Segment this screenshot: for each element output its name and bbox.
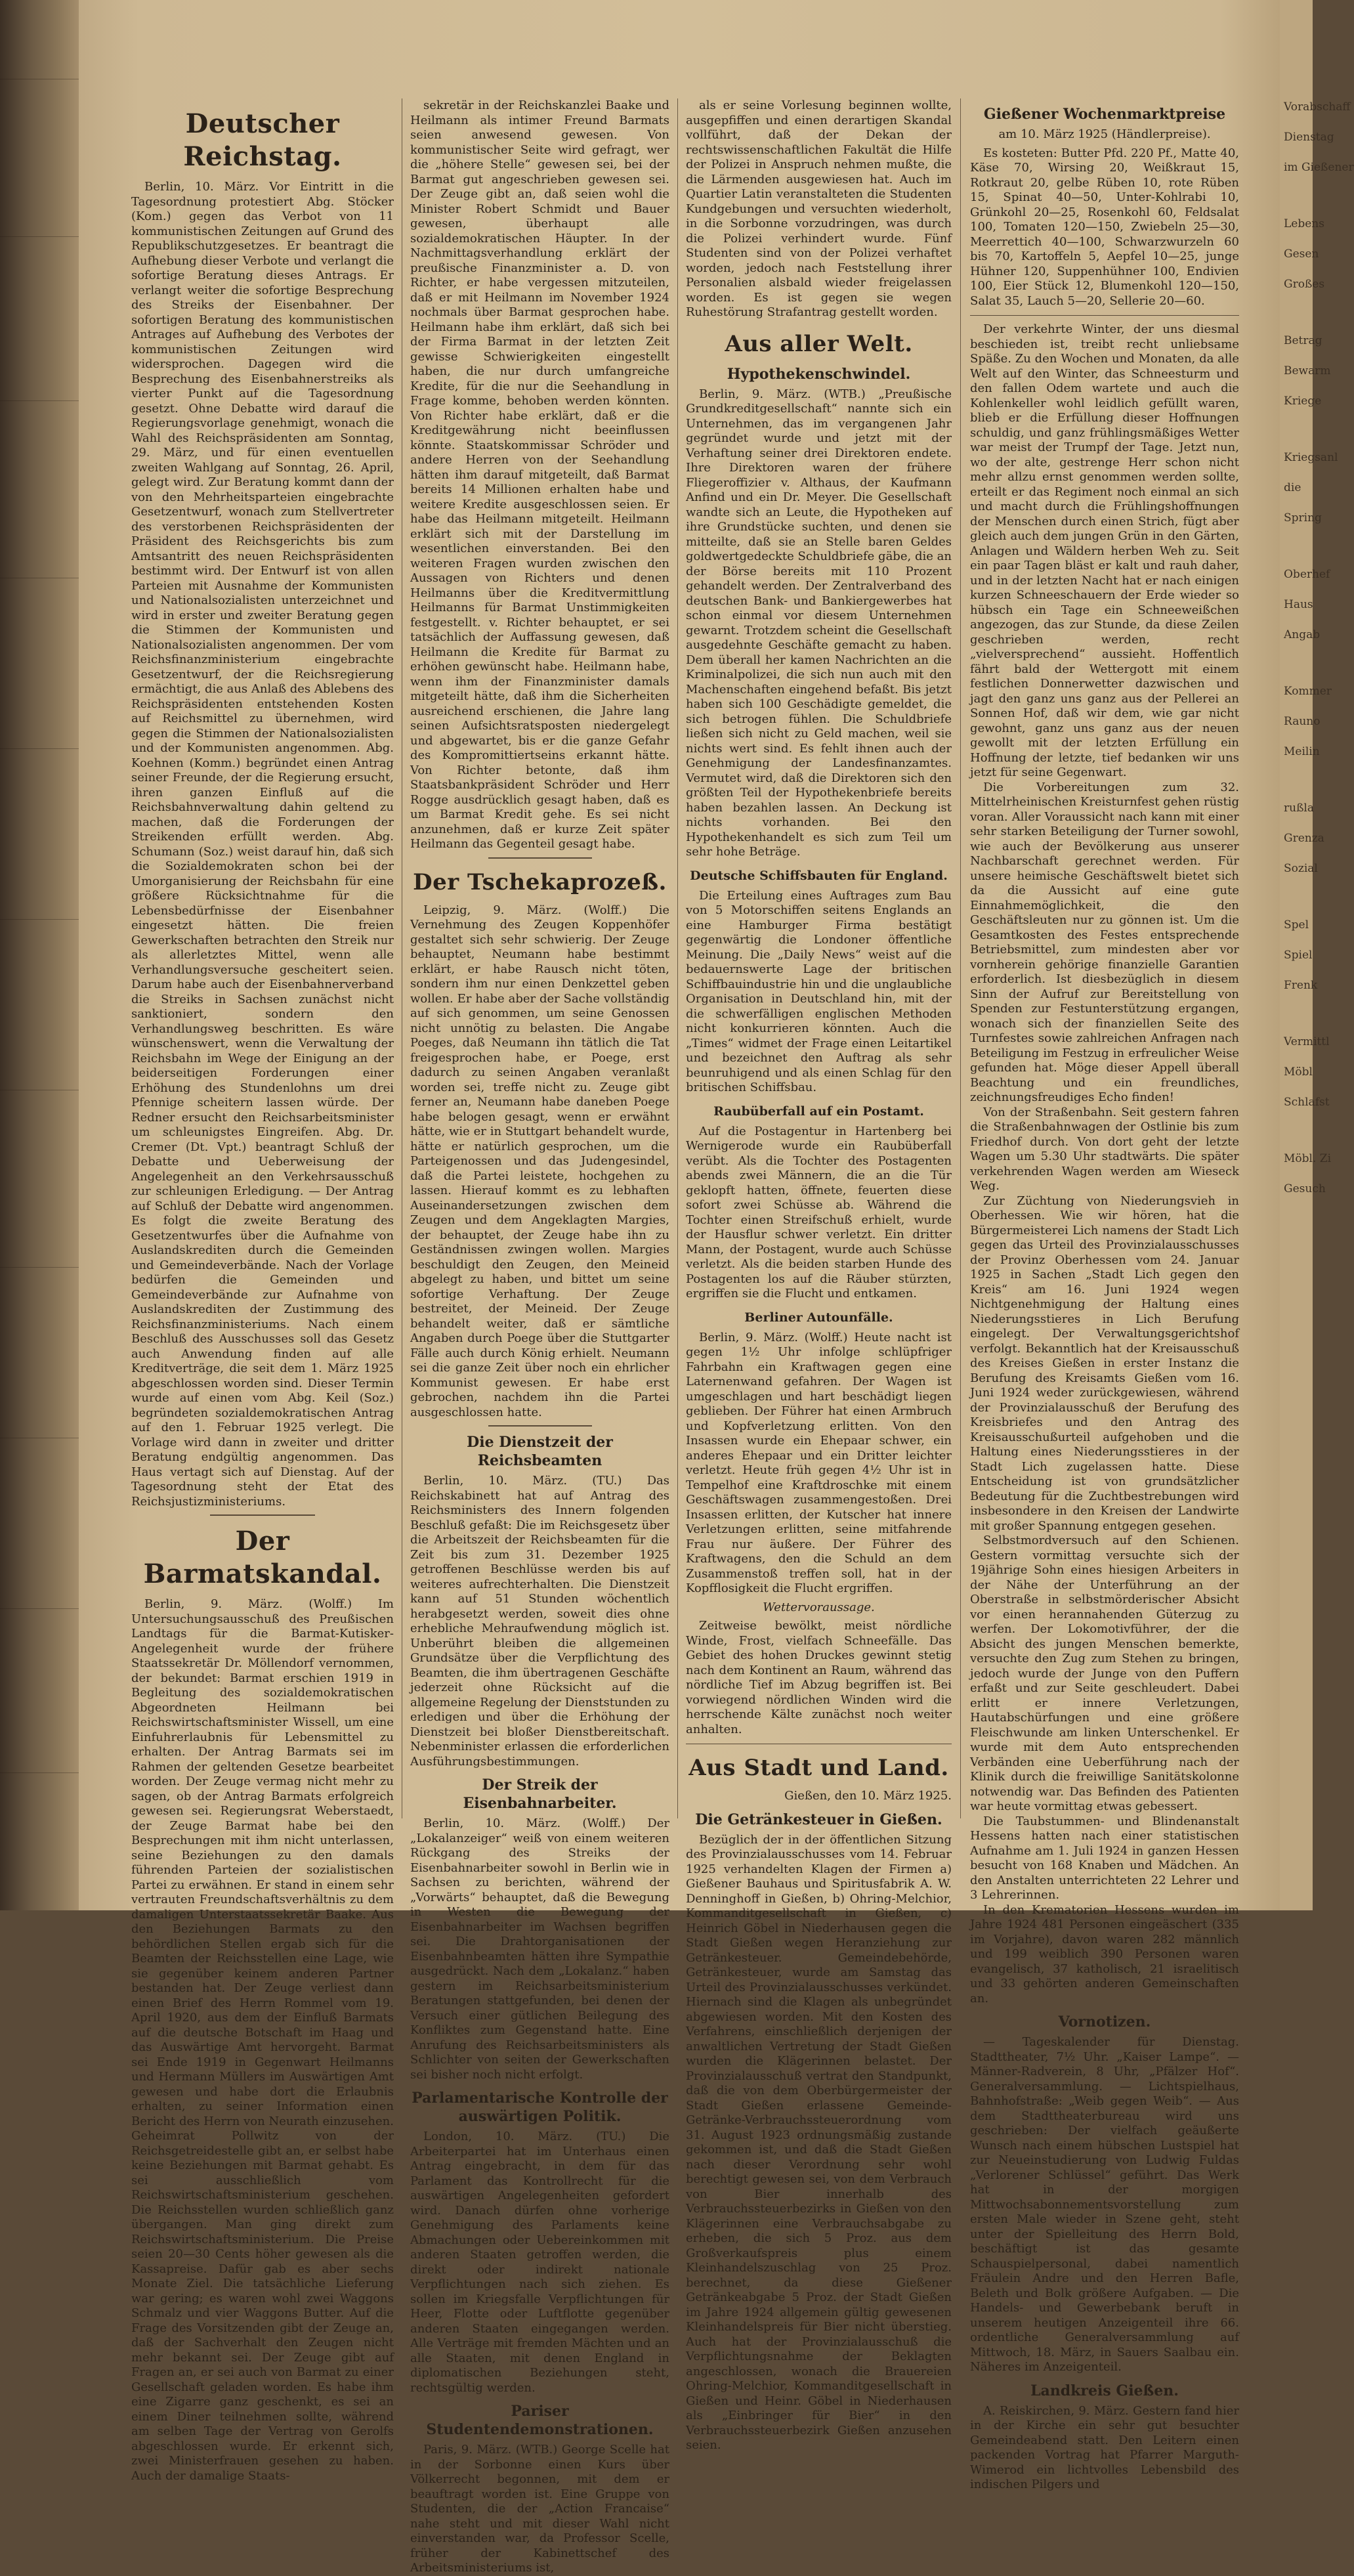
article-winter: Der verkehrte Winter, der uns diesmal beschieden ist, treibt recht unliebsame Späße. Zu den Wochen und Monaten, da alle Welt auf den Winter, das Schneesturm und den fallen Odem wartete und auch die Kohlenkeller wohl leidlich gefüllt waren, blieb er die Erfüllung dieser Hoffnungen schuldig, und ganz frühlingsmäßiges Wetter war meist der Trumpf der Tage. Jetzt nun, wo der alte, gestrenge Herr schon nicht mehr allzu ernst genommen werden sollte, erteilt er das Regiment noch einmal an sich und macht durch die Frühlingshoffnungen der Menschen durch einen Strich, fügt aber gleich auch dem jungen Grün in den Gärten, Anlagen und Wäldern herben Weh zu. Seit ein paar Tagen bläst er kalt und rauh daher, und in der letzten Nacht hat er nach einigen kurzen Schneeschauern der Erde wieder so hübsch ein Tage ein Schneeweißchen angezogen, das zur Stunde, da diese Zeilen geschrieben werden, recht „vielversprechend“ aussieht. Hoffentlich fährt bald der Wettergott mit einem festlichen Donnerwetter dazwischen und jagt den ganz uns ganz aus der Pellerei an Sonnen Hof, daß wir dem, wie gar nicht gewohnt, ganz uns ganz aus der neuen gewollt mit der letzten Erfüllung ein Hoffnung der letzte, tief bedanken wir uns jetzt für seine Gegenwart. xyxy=(970,322,1239,779)
next-page-fragment: Kriegsanl xyxy=(1284,451,1338,464)
subhead-raubueberfall: Raubüberfall auf ein Postamt. xyxy=(713,1104,924,1119)
next-page-fragment: Angab xyxy=(1284,628,1321,641)
next-page-fragment: Betrag xyxy=(1284,334,1322,347)
column-3 xyxy=(686,98,952,2452)
next-page-fragment: Gesen xyxy=(1284,247,1319,261)
next-page-fragment: Grenza xyxy=(1284,832,1324,845)
article-studenten-continued: als er seine Vorlesung beginnen wollte, ausgepfiffen und einen derartigen Skandal vollführt, daß der Dekan der rechtswissenschaftlichen Fakultät die Hilfe der Polizei in Anspruch nehmen mußte, die die Lärmenden ausgewiesen hat. Auch im Quartier Latin veranstalteten die Studenten Kundgebungen und versuchten wiederholt, in die Sorbonne vorzudringen, was durch die Polizei verhindert wurde. Fünf Studenten sind von der Polizei verhaftet worden, jedoch nach Feststellung ihrer Personalien alsbald wieder freigelassen worden. Es ist gegen sie wegen Ruhestörung Strafantrag gestellt worden. xyxy=(686,98,952,319)
article-kreisturnfest: Die Vorbereitungen zum 32. Mittelrheinischen Kreisturnfest gehen rüstig voran. Aller Voraussicht nach kann mit einer sehr starken Beteiligung der Turner sowohl, wie auch der Bevölkerung aus unserer Nachbarschaft gerechnet werden. Für unsere heimische Geschäftswelt bietet sich da die Aussicht auf eine gute Einnahmemöglichkeit, die den Geschäftsleuten nur zu gönnen ist. Um die Gesamtkosten des Festes entsprechende Betriebsmittel, zum mindesten aber vor vornherein gehörige finanzielle Garantien erforderlich. Ist diesbezüglich in diesem Sinn der Aufruf zur Bereitstellung von Spenden zur Festunterstützung ergangen, wonach sich der finanziellen Seite des Turnfestes sowie zahlreichen Anfragen nach Beteiligung im Festzug in erfreulicher Weise gefunden hat. Möge dieser Appell überall Beachtung und ein freundliches, zeichnungsfreudiges Echo finden! xyxy=(970,780,1239,1104)
rule-line xyxy=(970,315,1239,316)
article-selbstmordversuch: Selbstmordversuch auf den Schienen. Gestern vormittag versuchte sich der 19jährige Sohn eines hiesigen Arbeiters in der Nähe der Unterführung an der Oberstraße in selbstmörderischer Absicht vor einen herannahenden Güterzug zu werfen. Der Lokomotivführer, der die Absicht des jungen Menschen bemerkte, versuchte den Zug zum Stehen zu bringen, jedoch wurde der Junge von den Puffern erfaßt und zur Seite geschleudert. Dabei erlitt er innere Verletzungen, Hautabschürfungen und eine größere Fleischwunde am linken Unterschenkel. Er wurde mit dem Auto entsprechenden Verbänden eine Ueberführung nach der Klinik durch die freiwillige Sanitätskolonne notwendig war. Das Befinden des Patienten war heute vormittag etwas gebessert. xyxy=(970,1534,1239,1813)
next-page-fragment: Rauno xyxy=(1284,715,1321,728)
article-krematorien: In den Krematorien Hessens wurden im Jahre 1924 481 Personen eingeäschert (335 im Vorjahre), davon waren 282 männlich und 199 weiblich 390 Personen waren evangelisch, 37 katholisch, 21 israelitisch und 33 gehörten anderen Gemeinschaften an. xyxy=(970,1902,1239,2006)
article-wetter: Zeitweise bewölkt, meist nördliche Winde, Frost, vielfach Schneefälle. Das Gebiet des hohen Druckes gewinnt stetig nach dem Kontinent an Raum, während das nördliche Tief im Abzug begriffen ist. Bei vorwiegend nördlichen Winden wird die herrschende Kälte zunächst noch weiter anhalten. xyxy=(686,1619,952,1736)
article-taubstummen: Die Taubstummen- und Blindenanstalt Hessens hatten nach einer statistischen Aufnahme am 1. Juli 1924 in ganzen Hessen besucht von 168 Knaben und Mädchen. An den Anstalten unterrichteten 22 Lehrer und 3 Lehrerinnen. xyxy=(970,1814,1239,1902)
article-marktpreise: Es kosteten: Butter Pfd. 220 Pf., Matte 40, Käse 70, Wirsing 20, Weißkraut 15, Rotkraut 20, gelbe Rüben 10, rote Rüben 15, Spinat 40—50, Unter-Kohlrabi 10, Grünkohl 20—25, Rosenkohl 60, Feldsalat 100, Tomaten 120—150, Zwiebeln 25—30, Meerrettich 40—100, Schwarzwurzeln 60 bis 70, Kartoffeln 5, Aepfel 10—25, junge Hühner 120, Suppenhühner 100, Endivien 100, Eier Stück 12, Blumenkohl 120—150, Salat 35, Lauch 5—20, Sellerie 20—60. xyxy=(970,146,1239,308)
dateline-marktpreise: am 10. März 1925 (Händlerpreise). xyxy=(998,127,1211,141)
next-page-fragment: Vorabschaff xyxy=(1284,100,1351,114)
article-vornotizen: — Tageskalender für Dienstag. Stadttheater, 7½ Uhr. „Kaiser Lampe“. — Männer-Radverein, 8 Uhr, „Pfälzer Hof“. Generalversammlung. — Lichtspielhaus, Bahnhofstraße: „Weib gegen Weib“. — Aus dem Stadttheaterbureau wird uns geschrieben: Der vielfach geäußerte Wunsch nach einem hübschen Lustspiel hat zur Neueinstudierung von Ludwig Fuldas „Verlorener Schlüssel“ geführt. Das Werk hat in der morgigen Mittwochsabonnementsvorstellung zum ersten Male wieder in Szene geht, steht unter der Spielleitung des Herrn Bold, beschäftigt ist das gesamte Schauspielpersonal, dabei namentlich Fräulein Andre und den Herren Bafle, Beleth und Bolk größere Aufgaben. — Die Handels- und Gewerbebank beruft in unserem heutigen Anzeigenteil ihre 66. ordentliche Generalversammlung auf Mittwoch, 18. März, in Sauers Saalbau ein. Näheres im Anzeigenteil. xyxy=(970,2035,1239,2374)
next-page-fragment: Meilin xyxy=(1284,745,1320,758)
article-studenten: Paris, 9. März. (WTB.) George Scelle hat in der Sorbonne einen Kurs über Völkerrecht begonnen, mit dem er beauftragt worden ist. Eine Gruppe von Studenten, die der „Action Francaise“ nahe steht und mit dieser Wahl nicht einverstanden war, da Professor Scelle, früher der Kabinettschef des Arbeitsministeriums ist, xyxy=(410,2443,669,2575)
article-kontrolle: London, 10. März. (TU.) Die Arbeiterpartei hat im Unterhaus einen Antrag eingebracht, in dem für das Parlament das Kontrollrecht für die auswärtigen Angelegenheiten gefordert wird. Danach dürfen ohne vorherige Genehmigung des Parlaments keine Abmachungen oder Uebereinkommen mit anderen Staaten getroffen werden, die direkt oder indirekt nationale Verpflichtungen nach sich ziehen. Es sollen im Kriegsfalle Verpflichtungen für Heer, Flotte oder Luftflotte gegenüber anderen Staaten eingegangen werden. Alle Verträge mit fremden Mächten und an alle Staaten, mit denen England in diplomatischen Beziehungen steht, rechtsgültig werden. xyxy=(410,2130,669,2395)
next-page-fragment: Spel xyxy=(1284,918,1309,932)
column-rule xyxy=(960,98,961,1818)
next-page-fragment: Schlafst xyxy=(1284,1096,1330,1109)
article-reichstag: Berlin, 10. März. Vor Eintritt in die Tagesordnung protestiert Abg. Stöcker (Kom.) gegen das Verbot von 11 kommunistischen Zeitungen auf Grund des Republikschutzgesetzes. Er beantragt die Aufhebung dieser Verbote und verlangt die sofortige Beratung dieses Antrags. Er verlangt weiter die sofortige Besprechung des Streiks der Eisenbahner. Der sofortigen Beratung des kommunistischen Antrages auf Aufhebung des Verbotes der kommunistischen Zeitungen wird widersprochen. Dagegen wird die Besprechung des Eisenbahnerstreiks als vierter Punkt auf die Tagesordnung gesetzt. Ohne Debatte wird darauf die Regierungsvorlage genehmigt, wonach die Wahl des Reichspräsidenten am Sonntag, 29. März, und für einen eventuellen zweiten Wahlgang auf Sonntag, 26. April, gelegt wird. Zur Beratung kommt dann der von den Mehrheitsparteien eingebrachte Gesetzentwurf, wonach zum Stellvertreter des verstorbenen Reichspräsidenten der Präsident des Reichsgerichts bis zum Amtsantritt des neuen Reichspräsidenten bestimmt wird. Der Entwurf ist von allen Parteien mit Ausnahme der Kommunisten und Nationalsozialisten unterzeichnet und wird in erster und zweiter Beratung gegen die Stimmen der Kommunisten und Nationalsozialisten angenommen. Der vom Reichsfinanzministerium eingebrachte Gesetzentwurf, der die Reichsregierung ermächtigt, die aus Anlaß des Ablebens des Reichspräsidenten entstehenden Kosten auf Reichsmittel zu übernehmen, wird gegen die Stimmen der Nationalsozialisten und der Kommunisten angenommen. Abg. Koehnen (Komm.) begründet einen Antrag seiner Freunde, der die Regierung ersucht, ihren ganzen Einfluß auf die Reichsbahnverwaltung dahin geltend zu machen, daß die Forderungen der Streikenden erfüllt werden. Abg. Schumann (Soz.) weist darauf hin, daß sich die Sozialdemokraten schon bei der Umorganisierung der Reichsbahn für eine größere Rücksichtnahme für die Lebensbedürfnisse der Eisenbahner eingesetzt hätten. Die freien Gewerkschaften betrachten den Streik nur als allerletztes Mittel, wenn alle Verhandlungsversuche gescheitert seien. Darum habe auch der Eisenbahnerverband die Streiks in Sachsen zunächst nicht sanktioniert, sondern den Verhandlungsweg beschritten. Es wäre wünschenswert, wenn die Verwaltung der Reichsbahn im Wege der Einigung an der beiderseitigen Forderungen einer Erhöhung des Stundenlohns um drei Pfennige scheitern lassen würde. Der Redner ersucht den Reichsarbeitsminister um schleunigstes Eingreifen. Abg. Dr. Cremer (Dt. Vpt.) beantragt Schluß der Debatte und Ueberweisung der Angelegenheit an den Verkehrsausschuß zur schleunigen Erledigung. — Der Antrag auf Schluß der Debatte wird angenommen. Es folgt die zweite Beratung des Gesetzentwurfes über die Aufnahme von Auslandskrediten durch die Gemeinden und Gemeindeverbände. Nach der Vorlage bedürfen die Gemeinden und Gemeindeverbände zur Aufnahme von Auslandskrediten der Zustimmung des Reichsfinanzministeriums. Nach einem Beschluß des Ausschusses soll das Gesetz auch Anwendung finden auf alle Kreditverträge, die seit dem 1. März 1925 abgeschlossen worden sind. Dieser Termin wurde auf einen vom Abg. Keil (Soz.) begründeten sozialdemokratischen Antrag auf den 1. Februar 1925 verlegt. Die Vorlage wird dann in zweiter und dritter Beratung endgültig angenommen. Das Haus vertagt sich auf Dienstag. Auf der Tagesordnung steht der Etat des Reichsjustizministeriums. xyxy=(131,180,394,1509)
next-page-fragment: Gesuch xyxy=(1284,1182,1326,1195)
article-strassenbahn: Von der Straßenbahn. Seit gestern fahren die Straßenbahnwagen der Ostlinie bis zum Friedhof durch. Von dort geht der letzte Wagen um 5.30 Uhr stadtwärts. Die später verkehrenden Wagen werden am Wieseck Weg. xyxy=(970,1105,1239,1193)
article-streik: Berlin, 10. März. (Wolff.) Der „Lokalanzeiger“ weiß von einem weiteren Rückgang des Streiks der Eisenbahnarbeiter sowohl in Berlin wie in Sachsen zu berichten, während der „Vorwärts“ behauptet, daß die Bewegung in Westen die Bewegung der Eisenbahnarbeiter im Wachsen begriffen sei. Die Drahtorganisationen der Eisenbahnbeamten hätten ihre Sympathie ausgedrückt. Nach dem „Lokalanz.“ haben gestern im Reichsarbeitsministerium Beratungen stattgefunden, bei denen der Versuch einer gütlichen Beilegung des Konfliktes zum Gegenstand hatte. Eine Anrufung des Reichsarbeitsministers als Schlichter von seiten der Gewerkschaften sei bisher noch nicht erfolgt. xyxy=(410,1816,669,2082)
subhead-schiffsbauten: Deutsche Schiffsbauten für England. xyxy=(690,868,948,883)
next-page-fragment: die xyxy=(1284,481,1301,494)
column-2 xyxy=(410,98,669,2575)
article-barmatskandal: Berlin, 9. März. (Wolff.) Im Untersuchungsausschuß des Preußischen Landtags für die Barmat-Kutisker-Angelegenheit wurde der frühere Staatssekretär Dr. Möllendorf vernommen, der bekundet: Barmat erschien 1919 in Begleitung des sozialdemokratischen Abgeordneten Heilmann bei Reichswirtschaftsminister Wissell, um eine Einfuhrerlaubnis für Lebensmittel zu erhalten. Der Antrag Barmats sei im Rahmen der geltenden Gesetze bearbeitet worden. Der Zeuge vermag nicht mehr zu sagen, ob der Antrag Barmats erfolgreich gewesen sei. Regierungsrat Weberstaedt, der Zeuge Barmat habe bei den Besprechungen mit ihm nicht unterlassen, seine Beziehungen zu den damals führenden Parteien der sozialistischen Partei zu erwähnen. Er stand in einem sehr vertrauten Freundschaftsverhältnis zu dem damaligen Unterstaatssekretär Baake. Aus den Beziehungen Barmats zu den behördlichen Stellen ergab sich für die Beamten der Reichsstellen eine Lage, wie sie gegenüber keinem anderen Partner bestanden hat. Der Zeuge verliest dann einen Brief des Herrn Rommel vom 19. April 1920, aus dem der Einfluß Barmats auf die deutsche Botschaft im Haag und das Auswärtige Amt hervorgeht. Barmat sei Ende 1919 in Gegenwart Heilmanns und Hermann Müllers im Auswärtigen Amt gewesen und habe dort die Erlaubnis erhalten, zu seiner Information einen Bericht des Herrn von Neurath einzusehen. Geheimrat Pollwitz von der Reichsgetreidestelle gibt an, er selbst habe keine Beziehungen mit Barmat gehabt. Es sei ausschließlich vom Reichswirtschaftsministerium geschehen. Die Reichsstellen wurden schließlich ganz übergangen. Man ging direkt zum Reichswirtschaftsministerium. Die Preise seien 20—30 Cents höher gewesen als die Kassapreise. Dafür gab es aber sechs Monate Ziel. Die tatsächliche Lieferung war gering; es waren wohl zwei Waggons Schmalz und vier Waggons Butter. Auf die Frage des Vorsitzenden gibt der Zeuge an, daß der Sachverhalt den Zeugen nicht mehr bekannt sei. Der Zeuge gibt auf Fragen an, er sei auch von Barmat zu einer Gesellschaft geladen worden. Es habe ihm eine Zigarre ganz geschenkt, es sei an einem Diner teilnehmen sollte, während am selben Tage der Vertrag von Gerolfs abgeschlossen wurde. Er erkennt sich, zwei Ministerfrauen gesehen zu haben. Auch der damalige Staats- xyxy=(131,1597,394,2483)
next-page-fragment: Kommer xyxy=(1284,685,1332,698)
dateline-giessen: Gießen, den 10. März 1925. xyxy=(784,1789,952,1803)
headline-reichstag: Deutscher Reichstag. xyxy=(183,108,342,172)
next-page-fragment: Dienstag xyxy=(1284,131,1334,144)
article-dienstzeit: Berlin, 10. März. (TU.) Das Reichskabinett hat auf Antrag des Reichsministers des Innern folgenden Beschluß gefaßt: Die im Reichsgesetz über die Arbeitszeit der Reichsbeamten für die Zeit bis zum 31. Dezember 1925 getroffenen Beschlüsse werden bis auf weiteres aufrechterhalten. Die Dienstzeit kann auf 51 Stunden wöchentlich herabgesetzt werden, soweit dies ohne erhebliche Mehraufwendung möglich ist. Unberührt bleiben die allgemeinen Grundsätze über die Verpflichtung des Beamten, die ihm übertragenen Geschäfte jederzeit ohne Rücksicht auf die allgemeine Regelung der Dienststunden zu erledigen und über die Erhöhung der Dienstzeit bei bloßer Dienstbereitschaft. Nebenminister erlassen die erforderlichen Ausführungsbestimmungen. xyxy=(410,1474,669,1769)
article-reiskirchen: A. Reiskirchen, 9. März. Gestern fand hier in der Kirche ein sehr gut besuchter Gemeindeabend statt. Den Leitern einen packenden Vortrag hat Pfarrer Marguth-Wimerod ein lichtvolles Lebensbild des indischen Pilgers und xyxy=(970,2403,1239,2491)
next-page-fragments xyxy=(1284,98,1354,1211)
next-page-edge xyxy=(1280,0,1354,1910)
next-page-fragment: Großes xyxy=(1284,278,1325,291)
column-rule xyxy=(677,98,678,1818)
next-page-fragment: im Gießener xyxy=(1284,161,1354,174)
subhead-wetter: Wettervoraussage. xyxy=(763,1600,875,1614)
next-page-fragment: rußla xyxy=(1284,802,1315,815)
headline-dienstzeit: Die Dienstzeit der Reichsbeamten xyxy=(467,1434,613,1469)
article-barmat-continued: sekretär in der Reichskanzlei Baake und Heilmann als intimer Freund Barmats seien anwesend gewesen. Von kommunistischer Seite wird gefragt, wer die „höhere Stelle“ gewesen sei, bei der Barmat gut angeschrieben gewesen sei. Der Zeuge gibt an, daß seien wohl die Minister Robert Schmidt und Bauer gewesen, überhaupt alle sozialdemokratischen Häupter. In der Nachmittagsverhandlung erklärt der preußische Finanzminister a. D. von Richter, er habe vergessen mitzuteilen, daß er mit Heilmann im November 1924 nochmals über Barmat gesprochen habe. Heilmann habe ihm erklärt, daß sich bei der Firma Barmat in der letzten Zeit gewisse Schwierigkeiten eingestellt haben, die nur durch umfangreiche Kredite, für die nur die Seehandlung in Frage komme, behoben werden könnten. Von Richter habe erklärt, daß er die Kreditgewährung nicht beeinflussen könnte. Staatskommissar Schröder und andere Herren von der Seehandlung hätten ihm darauf mitgeteilt, daß Barmat bereits 14 Millionen erhalten habe und weitere Kredite ausgeschlossen seien. Er habe das Heilmann mitgeteilt. Heilmann erklärt sich mit der Darstellung im wesentlichen einverstanden. Bei den weiteren Fragen wurden zwischen den Aussagen von Richters und denen Heilmanns über die Kreditvermittlung Heilmanns für Barmat Unstimmigkeiten festgestellt. v. Richter behauptet, er sei tatsächlich der Auffassung gewesen, daß Heilmann die Kredite für Barmat zu erhöhen gewünscht habe. Heilmann habe, wenn ihm der Finanzminister damals mitgeteilt hätte, daß ihm die Sicherheiten ausreichend erschienen, die Jahre lang seinen Aufsichtsratsposten niedergelegt und abgewartet, bis er die ganze Gefahr des Kompromittiertseins erkannt hätte. Von Richter betonte, daß ihm Staatsbankpräsident Schröder und Herr Rogge ausdrücklich gesagt haben, daß es um Barmat Kredit gehe. Es sei nicht anzunehmen, daß er kurze Zeit später Heilmann das Gegenteil gesagt habe. xyxy=(410,98,669,851)
headline-stadt-und-land: Aus Stadt und Land. xyxy=(688,1755,949,1781)
subhead-getraenkesteuer: Die Getränkesteuer in Gießen. xyxy=(695,1811,942,1828)
separator xyxy=(210,1514,315,1516)
book-binding xyxy=(0,0,79,1910)
headline-aus-aller-welt: Aus aller Welt. xyxy=(725,330,913,357)
next-page-fragment: Oberhef xyxy=(1284,568,1330,581)
headline-kontrolle: Parlamentarische Kontrolle der auswärtigen Politik. xyxy=(412,2090,668,2125)
article-tschekaprozess: Leipzig, 9. März. (Wolff.) Die Vernehmung des Zeugen Koppenhöfer gestaltet sich sehr schwierig. Der Zeuge behauptet, Neumann habe bestimmt erklärt, er habe Rausch nicht töten, sondern ihm nur einen Denkzettel geben wollen. Er habe aber der Sache vollständig auf sich genommen, um seine Genossen nicht unnötig zu belasten. Die Angabe Poeges, daß Neumann ihn tätlich die Tat freigesprochen habe, er Poege, erst dadurch zu seinen Angaben veranlaßt worden sei, treffe nicht zu. Zeuge gibt ferner an, Neumann habe daneben Poege habe belogen gesagt, wenn er erwähnt hätte, wie er in Stuttgart behandelt wurde, hätte er natürlich gesprochen, um die Parteigenossen und das Judengesindel, daß die Partei leistete, hochgehen zu lassen. Hierauf kommt es zu lebhaften Auseinandersetzungen zwischen dem Zeugen und dem Angeklagten Margies, der behauptet, der Zeuge habe ihn zu Geständnissen zwingen wollen. Margies beschuldigt den Zeugen, den Meineid abgelegt zu haben, und bittet um seine sofortige Verhaftung. Der Zeuge bestreitet, der Meineid. Der Zeuge behandelt weiter, daß er sämtliche Angaben durch Poege über die Stuttgarter Fälle auch durch König erhielt. Neumann sei die ganze Zeit über noch ein ehrlicher Kommunist gewesen. Er habe erst gebrochen, nachdem ihn die Partei ausgeschlossen hatte. xyxy=(410,903,669,1419)
subhead-autounfaelle: Berliner Autounfälle. xyxy=(744,1310,893,1325)
next-page-fragment: Kriege xyxy=(1284,395,1322,408)
next-page-fragment: Haus xyxy=(1284,598,1313,611)
headline-tschekaprozess: Der Tschekaprozeß. xyxy=(413,869,667,895)
article-schiffsbauten: Die Erteilung eines Auftrages zum Bau von 5 Motorschiffen seitens Englands an eine Hamburger Firma bestätigt gegenwärtig die Londoner öffentliche Meinung. Die „Daily News“ weist auf die bedauernswerte Lage der britischen Schiffbauindustrie hin und die unglaubliche Organisation in Deutschland hin, mit der die schwerfälligen englischen Methoden nicht konkurrieren könnten. Auch die „Times“ widmet der Frage einen Leitartikel und bezeichnet den Auftrag als sehr beunruhigend und als einen Schlag für den britischen Schiffsbau. xyxy=(686,888,952,1094)
article-autounfaelle: Berlin, 9. März. (Wolff.) Heute nacht ist gegen 1½ Uhr infolge schlüpfriger Fahrbahn ein Kraftwagen gegen eine Laternenwand gefahren. Der Wagen ist umgeschlagen und hart beschädigt liegen geblieben. Der Führer hat einen Armbruch und Kopfverletzung erlitten. Von den Insassen wurde ein Ehepaar schwer, ein anderes Ehepaar und ein Dritter leichter verletzt. Heute früh gegen 4½ Uhr ist in Tempelhof eine Kraftdroschke mit einem Geschäftswagen zusammengestoßen. Drei Insassen erlitten, der Kutscher hat innere Verletzungen erlitten, seine mitfahrende Frau nur äußere. Der Führer des Kraftwagens, den die Schuld an dem Zusammenstoß treffen soll, hat in der Kopfflosigkeit die Flucht ergriffen. xyxy=(686,1330,952,1595)
next-page-fragment: Frenk xyxy=(1284,979,1318,992)
separator xyxy=(488,857,592,859)
separator xyxy=(488,1425,592,1427)
headline-streik: Der Streik der Eisenbahnarbeiter. xyxy=(463,1776,617,1812)
article-hypothekenschwindel: Berlin, 9. März. (WTB.) „Preußische Grundkreditgesellschaft“ nannte sich ein Unternehmen, das im vergangenen Jahr gegründet wurde und jetzt mit der Verhaftung seiner drei Direktoren endete. Ihre Direktoren waren der frühere Fliegeroffizier v. Althaus, der Kaufmann Anfind und ein Dr. Meyer. Die Gesellschaft wandte sich an Leute, die Hypotheken auf ihre Grundstücke suchten, und denen sie mitteilte, daß sie an Stelle baren Geldes goldwertgedeckte Schuldbriefe gäbe, die an der Börse bereits mit 110 Prozent gehandelt werden. Der Zentralverband des deutschen Bank- und Bankiergewerbes hat schon einmal vor diesem Unternehmen gewarnt. Trotzdem scheint die Gesellschaft ausgedehnte Geschäfte gemacht zu haben. Dem überall her kamen Nachrichten an die Kriminalpolizei, die sich nun auch mit den Machenschaften eingehend befaßt. Bis jetzt haben sich 100 Geschädigte gemeldet, die sich betrogen fühlen. Die Schuldbriefe ließen sich nicht zu Geld machen, weil sie nichts wert sind. Es fehlt ihnen auch der Genehmigung der Landesfinanzamtes. Vermutet wird, daß die Direktoren sich den größten Teil der Hypothekenbriefe bereits haben bezahlen lassen. An Deckung ist nichts vorhanden. Bei den Hypothekenhandelt es sich zum Teil um sehr hohe Beträge. xyxy=(686,387,952,859)
headline-studenten: Pariser Studentendemonstrationen. xyxy=(426,2403,654,2438)
headline-landkreis: Landkreis Gießen. xyxy=(1030,2382,1179,2399)
column-4 xyxy=(970,98,1239,2491)
next-page-fragment: Spring xyxy=(1284,511,1322,525)
next-page-fragment: Lebens xyxy=(1284,217,1324,230)
article-niederungsvieh: Zur Züchtung von Niederungsvieh in Oberhessen. Wie wir hören, hat die Bürgermeisterei Lich namens der Stadt Lich gegen das Urteil des Provinzialausschusses der Provinz Oberhessen vom 24. Januar 1925 in Sachen „Stadt Lich gegen den Kreis“ am 16. Juni 1924 wegen Nichtgenehmigung der Haltung eines Niederungsstieres in Lich Berufung eingelegt. Der Verwaltungsgerichtshof verfolgt. Bekanntlich hat der Kreisausschuß des Kreises Gießen in erster Instanz die Berufung des Kreisamts Gießen vom 16. Juni 1924 weder zurückgewiesen, während der Provinzialausschuß der Berufung des Kreisbriefes und den Antrag des Kreisausschußurteil aufgehoben und die Haltung eines Niederungsstieres in der Stadt Lich zugelassen hatte. Diese Entscheidung ist von grundsätzlicher Bedeutung für die Zuchtbestrebungen wird insbesondere in den Kreisen der Landwirte mit großer Spannung entgegen gesehen. xyxy=(970,1193,1239,1533)
next-page-fragment: Spiel xyxy=(1284,949,1313,962)
headline-barmatskandal: Der Barmatskandal. xyxy=(143,1526,382,1589)
subhead-hypothekenschwindel: Hypothekenschwindel. xyxy=(727,365,911,383)
headline-vornotizen: Vornotizen. xyxy=(1058,2013,1151,2030)
column-1 xyxy=(131,98,394,2483)
next-page-fragment: Vermittl xyxy=(1284,1035,1330,1048)
next-page-fragment: Sozial xyxy=(1284,862,1318,875)
article-getraenkesteuer: Bezüglich der in der öffentlichen Sitzung des Provinzialausschusses vom 14. Februar 1925 verhandelten Klagen der Firmen a) Gießener Bauhaus und Spiritusfabrik A. W. Denninghoff in Gießen, b) Ohring-Melchior, Kommanditgesellschaft in Gießen, c) Heinrich Göbel in Niederhausen gegen die Stadt Gießen wegen Heranziehung zur Getränkesteuer. Gemeindebehörde, Getränkesteuer, wurde am Samstag das Urteil des Provinzialausschusses verkündet. Hiernach sind die Klagen als unbegründet abgewiesen worden. Mit den Kosten des Verfahrens, einschließlich derjenigen der anwaltlichen Vertretung der Stadt Gießen wurden die Klägerinnen belastet. Der Provinzialausschuß vertrat den Standpunkt, daß die von dem Oberbürgermeister der Stadt Gießen erlassene Gemeinde-Getränke-Verbrauchssteuerordnung vom 31. August 1923 ordnungsmäßig zustande gekommen ist, und daß die Stadt Gießen nach dieser Verordnung sehr wohl berechtigt gewesen sei, von dem Verbrauch von Bier innerhalb des Verbrauchssteuerbezirks in Gießen von den Klägerinnen eine Verbrauchsabgabe zu erheben, die sich 5 Proz. aus dem Großverkaufspreis plus einem Kleinhandelszuschlag von 25 Proz. berechnet, da diese Gießener Getränkeabgabe 5 Proz. der Stadt Gießen im Jahre 1924 allgemein gültig gewesenen Kleinhandelspreis für Bier nicht überstieg. Auch hat der Provinzialausschuß die Verpflichtungsnahme der Beklagten angeschlossen, wonach die Brauereien Ohring-Melchior, Kommanditgesellschaft in Gießen und Heinr. Göbel in Niederhausen als „Einbringer für Bier“ in den Verbrauchssteuerbezirk Gießen anzusehen seien. xyxy=(686,1832,952,2452)
headline-wochenmarktpreise: Gießener Wochenmarktpreise xyxy=(983,106,1226,123)
next-page-fragment: Möbl xyxy=(1284,1065,1313,1079)
article-raubueberfall: Auf die Postagentur in Hartenberg bei Wernigerode wurde ein Raubüberfall verübt. Als die Tochter des Postagenten abends zwei Männern, die an die Tür geklopft hatten, öffnete, feuerten diese sofort zwei Schüsse ab. Während die Tochter einen Streifschuß erhielt, wurde der Hausflur schwer verletzt. Ein dritter Mann, der Postagent, wurde auch Schüsse verletzt. Als die beiden starben Hunde des Postagenten los auf die Räuber stürzten, ergriffen sie die Flucht und entkamen. xyxy=(686,1124,952,1300)
next-page-fragment: Bewarm xyxy=(1284,364,1331,377)
next-page-fragment: Möbl. Zi xyxy=(1284,1152,1332,1165)
